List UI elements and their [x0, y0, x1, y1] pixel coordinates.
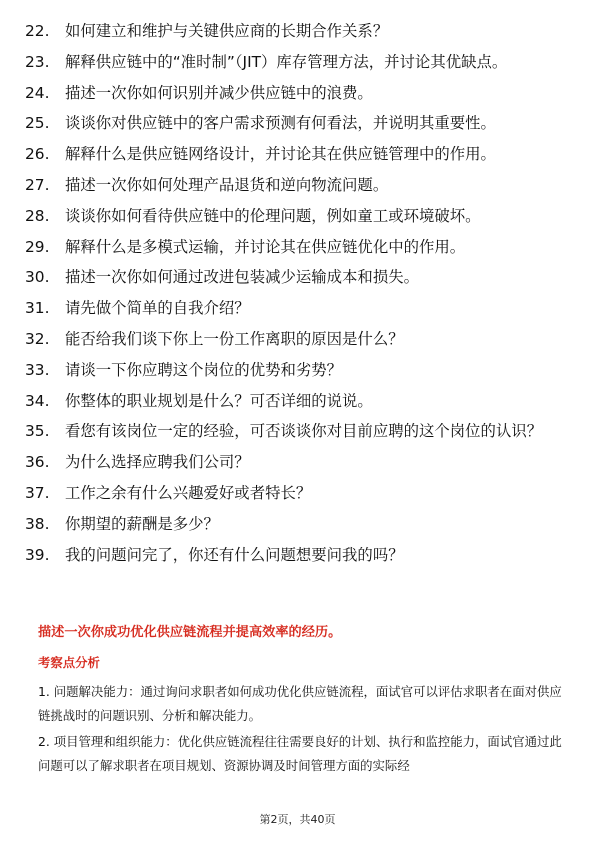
question-item: [25, 482, 565, 504]
question-text: 描述一次你如何通过改进包装减少运输成本和损失。: [65, 268, 419, 287]
question-text: 我的问题问完了，你还有什么问题想要问我的吗？: [65, 545, 404, 564]
question-item: [25, 420, 565, 442]
question-item: [25, 328, 565, 350]
question-number: 32.: [25, 329, 50, 348]
question-number: 23.: [25, 52, 50, 71]
question-number: 38.: [25, 514, 50, 533]
question-number: 28.: [25, 206, 50, 225]
question-text: 请谈一下你应聘这个岗位的优势和劣势？: [65, 360, 343, 379]
question-item: [25, 20, 565, 42]
question-text: 解释什么是多模式运输，并讨论其在供应链优化中的作用。: [65, 237, 466, 256]
question-list: [25, 20, 565, 574]
question-item: [25, 451, 565, 473]
analysis-point: 2. 项目管理和组织能力：优化供应链流程往往需要良好的计划、执行和监控能力，面试官通过此问题可以了解求职者在项目规划、资源协调及时间管理方面的实际经: [38, 734, 562, 773]
question-number: 39.: [25, 545, 50, 564]
question-number: 31.: [25, 299, 50, 318]
question-text: 你整体的职业规划是什么？可否详细的说说。: [65, 391, 373, 410]
question-text: 解释什么是供应链网络设计，并讨论其在供应链管理中的作用。: [65, 145, 496, 164]
page-footer: 第2页，共40页: [259, 813, 336, 826]
question-item: [25, 544, 565, 566]
question-item: [25, 82, 565, 104]
question-number: 34.: [25, 391, 50, 410]
question-text: 解释供应链中的“准时制”（JIT）库存管理方法，并讨论其优缺点。: [65, 52, 508, 71]
question-item: [25, 174, 565, 196]
question-number: 24.: [25, 83, 50, 102]
question-item: [25, 51, 565, 73]
question-item: [25, 236, 565, 258]
question-item: [25, 359, 565, 381]
question-text: 描述一次你如何识别并减少供应链中的浪费。: [65, 83, 373, 102]
question-item: [25, 390, 565, 412]
question-number: 22.: [25, 22, 50, 40]
question-item: [25, 266, 565, 288]
question-text: 工作之余有什么兴趣爱好或者特长？: [65, 483, 312, 502]
question-text: 谈谈你对供应链中的客户需求预测有何看法，并说明其重要性。: [65, 114, 496, 133]
question-item: [25, 513, 565, 535]
question-number: 37.: [25, 483, 50, 502]
analysis-section: [38, 680, 568, 780]
question-number: 29.: [25, 237, 50, 256]
question-text: 能否给我们谈下你上一份工作离职的原因是什么？: [65, 329, 404, 348]
analysis-point: 1. 问题解决能力：通过询问求职者如何成功优化供应链流程，面试官可以评估求职者在面对供应链挑战时的问题识别、分析和解决能力。: [38, 684, 562, 723]
question-text: 请先做个简单的自我介绍？: [65, 299, 250, 318]
analysis-heading: 考察点分析: [38, 655, 100, 670]
question-number: 33.: [25, 360, 50, 379]
question-text: 谈谈你如何看待供应链中的伦理问题，例如童工或环境破坏。: [65, 206, 481, 225]
question-item: [25, 143, 565, 165]
question-number: 36.: [25, 453, 50, 472]
question-text: 你期望的薪酬是多少？: [65, 514, 219, 533]
question-number: 35.: [25, 422, 50, 441]
question-item: [25, 112, 565, 134]
question-text: 看您有该岗位一定的经验，可否谈谈你对目前应聘的这个岗位的认识？: [65, 422, 543, 441]
question-text: 为什么选择应聘我们公司？: [65, 453, 250, 472]
topic-question: 描述一次你成功优化供应链流程并提高效率的经历。: [38, 625, 342, 640]
question-text: 如何建立和维护与关键供应商的长期合作关系？: [65, 22, 389, 40]
question-number: 30.: [25, 268, 50, 287]
question-text: 描述一次你如何处理产品退货和逆向物流问题。: [65, 175, 389, 194]
question-number: 26.: [25, 145, 50, 164]
question-number: 27.: [25, 175, 50, 194]
question-item: [25, 205, 565, 227]
question-number: 25.: [25, 114, 50, 133]
question-item: [25, 297, 565, 319]
